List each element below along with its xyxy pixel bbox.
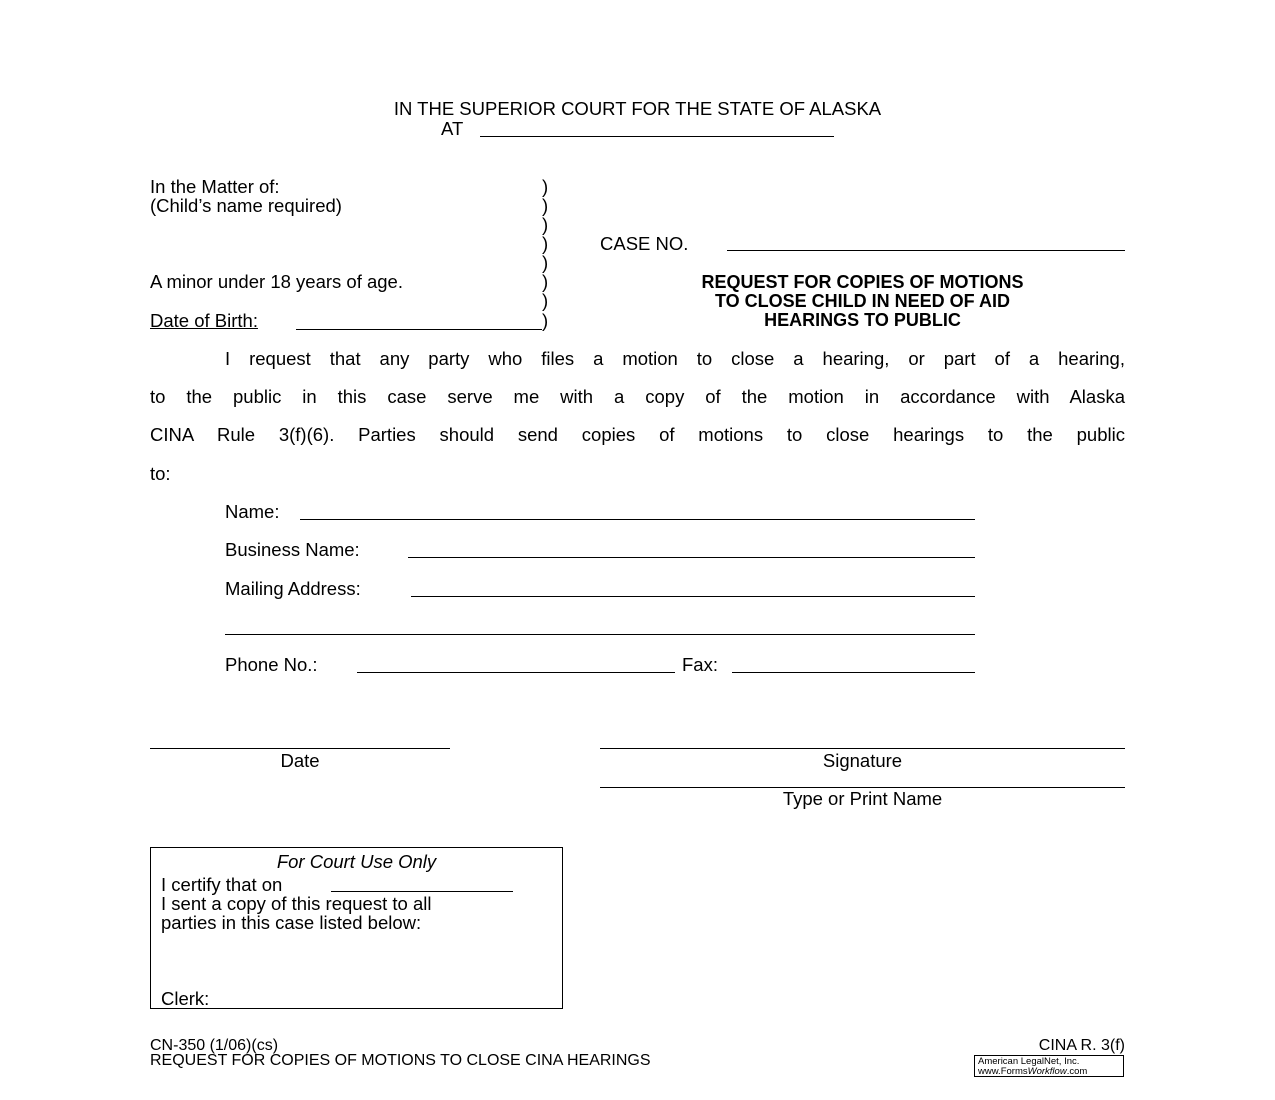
caption-paren: ) [542,310,549,331]
mailing-address-field[interactable] [411,596,975,597]
case-no-field[interactable] [727,250,1125,251]
publisher-badge [974,1055,1124,1077]
business-name-field[interactable] [408,557,975,558]
body-text-line-2: to the public in this case serve me with a copy of the motion in accordance with Alaska [150,386,1125,407]
case-no-label: CASE NO. [600,233,689,254]
publisher-url [978,1067,1120,1077]
document-title-line-1: REQUEST FOR COPIES OF MOTIONS [701,272,1024,292]
parties-listed-text: parties in this case listed below: [161,912,422,933]
mailing-address-field-line-2[interactable] [225,634,975,635]
name-field[interactable] [300,519,975,520]
caption-paren: ) [542,195,549,216]
caption-paren: ) [542,233,549,254]
court-heading: IN THE SUPERIOR COURT FOR THE STATE OF ALASKA [393,98,882,119]
caption-paren: ) [542,252,549,273]
publisher-url-suffix: .com [1066,1066,1088,1077]
phone-label: Phone No.: [225,654,318,675]
document-title-line-3: HEARINGS TO PUBLIC [764,310,961,330]
sent-copy-text: I sent a copy of this request to all [161,893,432,914]
publisher-url-prefix: www.Forms [978,1066,1028,1077]
at-label: AT [441,118,464,139]
caption-paren: ) [542,214,549,235]
court-use-heading: For Court Use Only [276,851,437,872]
rule-citation: CINA R. 3(f) [1038,1037,1125,1054]
fax-field[interactable] [732,672,975,673]
clerk-label: Clerk: [161,988,210,1009]
caption-paren: ) [542,290,549,311]
fax-label: Fax: [682,654,718,675]
form-footer-title: REQUEST FOR COPIES OF MOTIONS TO CLOSE CINA HEARINGS [150,1052,651,1069]
minor-label: A minor under 18 years of age. [150,271,403,292]
caption-paren: ) [542,271,549,292]
date-label: Date [280,750,320,771]
caption-paren: ) [542,176,549,197]
body-text-line-4: to: [150,463,171,484]
signature-field[interactable] [600,748,1125,749]
signature-label: Signature [822,750,903,771]
business-name-label: Business Name: [225,539,360,560]
body-text-line-1: I request that any party who files a motion to close a hearing, or part of a hearing, [225,348,1125,369]
certify-label: I certify that on [161,874,283,895]
print-name-label: Type or Print Name [782,788,943,809]
certify-date-field[interactable] [331,891,513,892]
dob-label: Date of Birth: [150,310,258,331]
child-name-required-label: (Child’s name required) [150,195,342,216]
dob-field[interactable] [296,329,542,330]
mailing-address-label: Mailing Address: [225,578,361,599]
at-location-field[interactable] [480,136,834,137]
body-text-line-3: CINA Rule 3(f)(6). Parties should send copies of motions to close hearings to the public [150,424,1125,445]
matter-of-label: In the Matter of: [150,176,280,197]
form-number: CN-350 (1/06)(cs) [150,1037,279,1054]
document-title-line-2: TO CLOSE CHILD IN NEED OF AID [714,291,1010,311]
date-field[interactable] [150,748,450,749]
name-label: Name: [225,501,280,522]
publisher-name: American LegalNet, Inc. [978,1056,1080,1067]
phone-field[interactable] [357,672,675,673]
publisher-url-italic: Workflow [1027,1066,1067,1077]
